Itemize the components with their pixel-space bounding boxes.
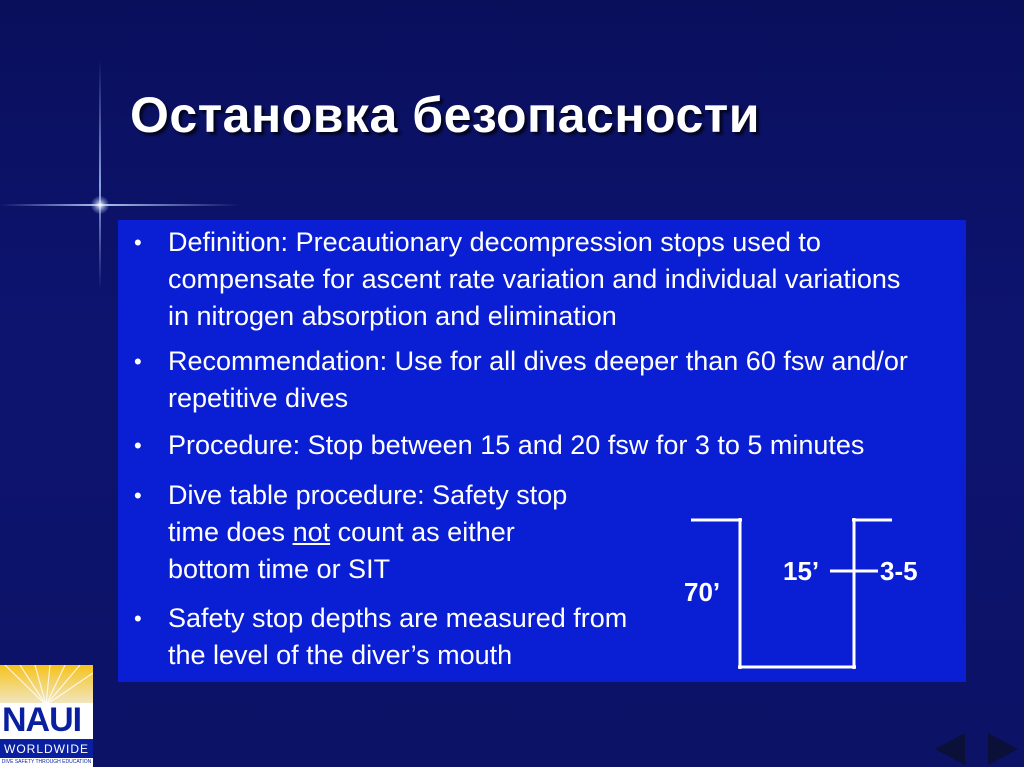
- underlined-not: not: [292, 517, 331, 547]
- slide-title: Остановка безопасности: [130, 87, 760, 143]
- bullet-line: Safety stop depths are measured from: [168, 603, 628, 633]
- bullet-line: the level of the diver’s mouth: [168, 640, 513, 670]
- logo-sun-rays: [0, 665, 93, 705]
- stop-time-label: 3-5: [880, 556, 918, 586]
- logo-wordmark: NAUI: [0, 703, 93, 739]
- bullet-line-post: count as either: [330, 517, 515, 547]
- bullet-marker: •: [134, 349, 142, 374]
- bullet-line: Recommendation: Use for all dives deeper than 60 fsw and/or: [168, 346, 908, 376]
- sparkle-decoration-vertical: [99, 60, 101, 290]
- triangle-left-icon[interactable]: [935, 733, 965, 765]
- bullet-line: Procedure: Stop between 15 and 20 fsw for 3 to 5 minutes: [168, 430, 865, 460]
- bullet-line: bottom time or SIT: [168, 554, 391, 584]
- bullet-line: Dive table procedure: Safety stop: [168, 480, 568, 510]
- bullet-marker: •: [134, 433, 142, 458]
- bullet-marker: •: [134, 483, 142, 508]
- bullet-line: compensate for ascent rate variation and individual variations: [168, 264, 901, 294]
- logo-tagline: DIVE SAFETY THROUGH EDUCATION: [1, 759, 92, 765]
- content-box: [118, 220, 966, 682]
- bullet-line: in nitrogen absorption and elimination: [168, 301, 617, 331]
- dive-profile-diagram: [118, 220, 966, 682]
- logo-subtitle: WORLDWIDE: [0, 740, 93, 758]
- triangle-right-icon[interactable]: [988, 733, 1018, 765]
- stop-depth-label: 15’: [783, 556, 820, 586]
- naui-logo: [0, 665, 93, 767]
- bullet-marker: •: [134, 230, 142, 255]
- sparkle-decoration-horizontal: [0, 204, 240, 206]
- bullet-line: Definition: Precautionary decompression stops used to: [168, 227, 821, 257]
- bullet-marker: •: [134, 606, 142, 631]
- depth-label: 70’: [684, 577, 721, 607]
- bullet-line: repetitive dives: [168, 383, 349, 413]
- sparkle-decoration-center: [91, 196, 109, 214]
- bullet-line-pre: time does: [168, 517, 293, 547]
